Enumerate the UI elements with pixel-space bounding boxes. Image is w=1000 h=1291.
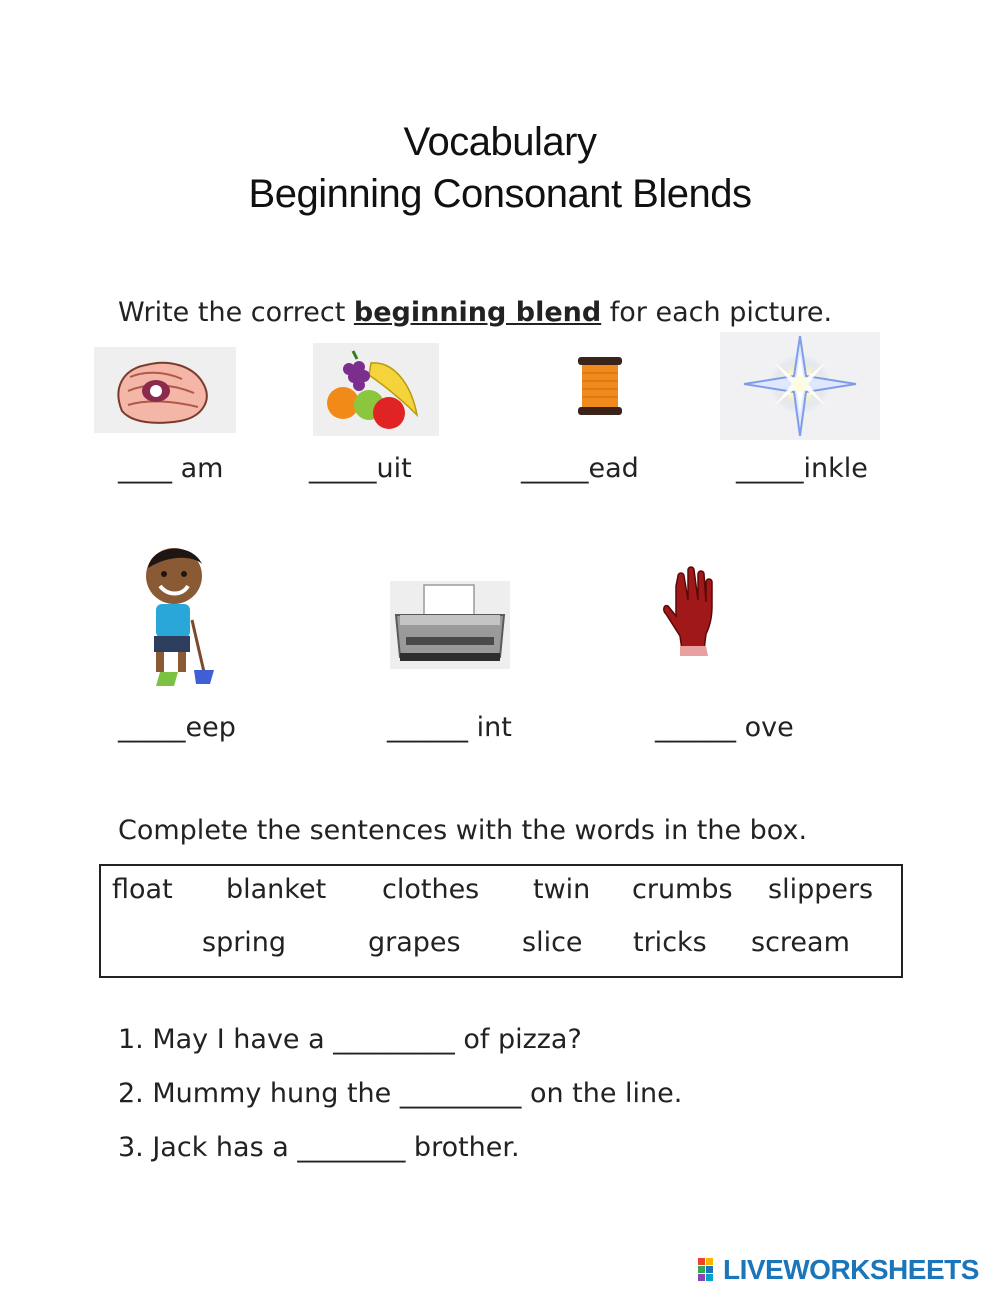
blank-glove[interactable]: ______ ove xyxy=(655,712,794,743)
word-crumbs[interactable]: crumbs xyxy=(632,874,733,905)
glove-icon xyxy=(660,566,720,658)
instruction-sentences: Complete the sentences with the words in the box. xyxy=(118,815,808,846)
word-tricks[interactable]: tricks xyxy=(633,927,707,958)
word-twin[interactable]: twin xyxy=(533,874,591,905)
word-blanket[interactable]: blanket xyxy=(226,874,327,905)
blank-clam[interactable]: ____ am xyxy=(118,453,224,484)
instruction-emphasis: beginning blend xyxy=(353,297,602,328)
instruction-blends xyxy=(118,297,832,328)
sentence-1[interactable]: 1. May I have a _________ of pizza? xyxy=(118,1024,582,1055)
blank-fruit[interactable]: _____uit xyxy=(309,453,412,484)
sweeping-boy-icon xyxy=(130,540,214,686)
sentence-2[interactable]: 2. Mummy hung the _________ on the line. xyxy=(118,1078,683,1109)
clam-icon xyxy=(94,347,236,433)
liveworksheets-logo-text: LIVEWORKSHEETS xyxy=(723,1254,979,1285)
liveworksheets-logo xyxy=(697,1255,979,1285)
word-spring[interactable]: spring xyxy=(202,927,287,958)
page-subtitle: Beginning Consonant Blends xyxy=(248,172,752,216)
page-title: Vocabulary xyxy=(403,120,597,164)
instruction-text-end: for each picture. xyxy=(601,297,833,328)
blank-star[interactable]: _____inkle xyxy=(736,453,868,484)
blank-print[interactable]: ______ int xyxy=(387,712,512,743)
word-box xyxy=(99,864,903,978)
thread-spool-icon xyxy=(574,355,626,417)
word-grapes[interactable]: grapes xyxy=(368,927,461,958)
twinkle-star-icon xyxy=(720,332,880,440)
word-slice[interactable]: slice xyxy=(522,927,583,958)
word-clothes[interactable]: clothes xyxy=(382,874,480,905)
sentence-3[interactable]: 3. Jack has a ________ brother. xyxy=(118,1132,520,1163)
instruction-text-start: Write the correct xyxy=(118,297,354,328)
fruit-icon xyxy=(313,343,439,436)
word-slippers[interactable]: slippers xyxy=(768,874,874,905)
blank-thread[interactable]: _____ead xyxy=(521,453,639,484)
liveworksheets-logo-icon xyxy=(697,1257,723,1283)
word-float[interactable]: float xyxy=(112,874,173,905)
printer-icon xyxy=(390,581,510,669)
blank-sweep[interactable]: _____eep xyxy=(118,712,236,743)
word-scream[interactable]: scream xyxy=(751,927,850,958)
